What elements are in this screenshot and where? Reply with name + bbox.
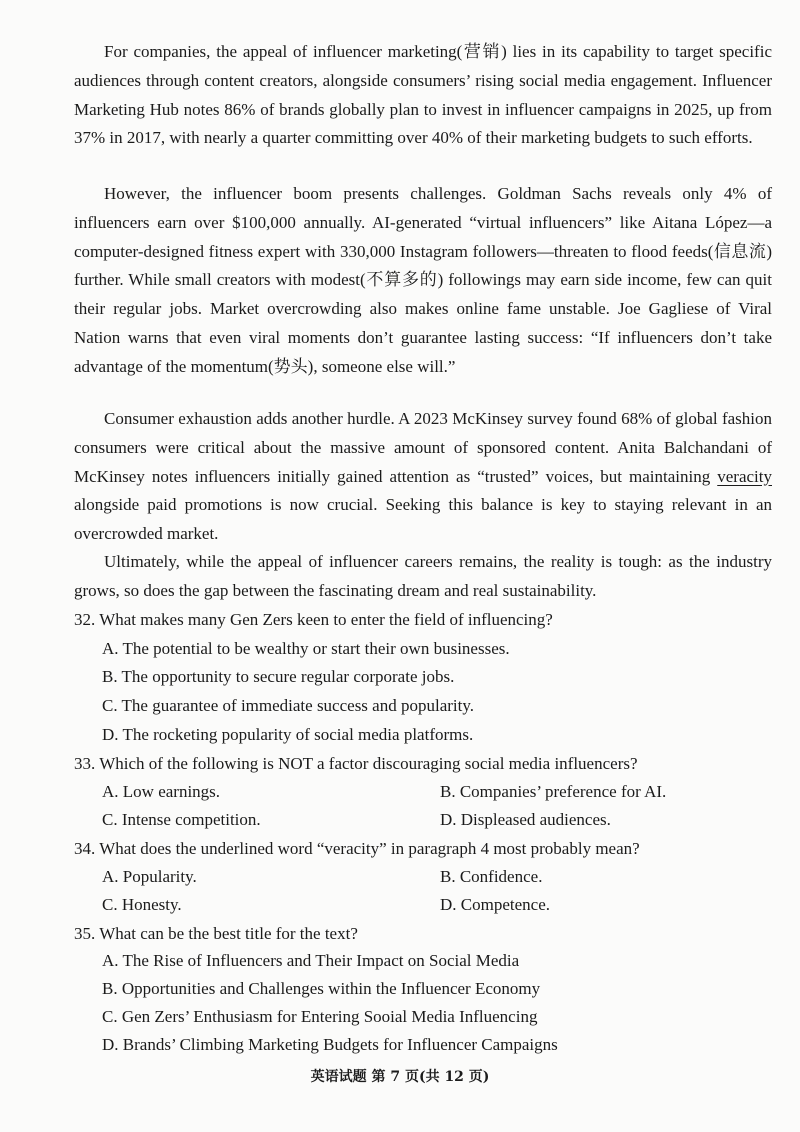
- question-32-option-c[interactable]: C. The guarantee of immediate success and popularity.: [102, 696, 474, 715]
- question-34-stem: 34. What does the underlined word “veracity” in paragraph 4 most probably mean?: [74, 839, 640, 858]
- question-33-option-d[interactable]: D. Displeased audiences.: [440, 810, 611, 829]
- underlined-word-veracity: veracity: [717, 466, 772, 486]
- question-35-option-c[interactable]: C. Gen Zers’ Enthusiasm for Entering Sooial Media Influencing: [102, 1007, 538, 1026]
- paragraph-4-text: Ultimately, while the appeal of influencer careers remains, the reality is tough: as the industry grows, so does the gap between the fascinating dream and real sustainability.: [74, 552, 772, 600]
- paragraph-2: [74, 180, 772, 382]
- paragraph-3: [74, 405, 772, 549]
- paragraph-4: [74, 548, 772, 606]
- question-35-option-a[interactable]: A. The Rise of Influencers and Their Impact on Social Media: [102, 951, 520, 970]
- paragraph-3-text-start: Consumer exhaustion adds another hurdle. A 2023 McKinsey survey found 68% of global fashion consumers were critical about the massive amount of sponsored content. Anita Balchandani of McKinsey notes influencers initially gained attention as “trusted” voices, but maintaining: [74, 409, 772, 486]
- question-32-option-d[interactable]: D. The rocketing popularity of social media platforms.: [102, 725, 474, 744]
- question-35-option-b[interactable]: B. Opportunities and Challenges within the Influencer Economy: [102, 979, 541, 998]
- question-35-option-d[interactable]: D. Brands’ Climbing Marketing Budgets for Influencer Campaigns: [102, 1035, 558, 1054]
- paragraph-3-text-end: alongside paid promotions is now crucial. Seeking this balance is key to staying relevant in an overcrowded market.: [74, 495, 772, 544]
- question-32-option-b[interactable]: B. The opportunity to secure regular corporate jobs.: [102, 667, 455, 686]
- question-34-option-b[interactable]: B. Confidence.: [440, 867, 543, 886]
- question-33-option-b[interactable]: B. Companies’ preference for AI.: [440, 782, 667, 801]
- question-33-option-c[interactable]: C. Intense competition.: [102, 810, 261, 829]
- paragraph-1-text: For companies, the appeal of influencer marketing(营销) lies in its capability to target specific audiences through content creators, alongside consumers’ rising social media engagement. Influencer Marketing Hub notes 86% of brands globally plan to invest in influencer campaigns in 2025, up from 37% in 2017, with nearly a quarter committing over 40% of their marketing budgets to such efforts.: [74, 42, 772, 148]
- question-34-option-d[interactable]: D. Competence.: [440, 895, 550, 914]
- question-34-option-a[interactable]: A. Popularity.: [102, 867, 197, 886]
- question-32-stem: 32. What makes many Gen Zers keen to enter the field of influencing?: [74, 610, 553, 629]
- question-33-option-a[interactable]: A. Low earnings.: [102, 782, 221, 801]
- question-34-option-c[interactable]: C. Honesty.: [102, 895, 182, 914]
- page-footer: 英语试题 第 7 页(共 12 页): [310, 1069, 490, 1085]
- question-35-stem: 35. What can be the best title for the text?: [74, 924, 358, 943]
- question-33-stem: 33. Which of the following is NOT a factor discouraging social media influencers?: [74, 754, 638, 773]
- paragraph-1: [74, 38, 772, 153]
- paragraph-2-text: However, the influencer boom presents challenges. Goldman Sachs reveals only 4% of influencers earn over $100,000 annually. AI-generated “virtual influencers” like Aitana López—a computer-designed fitness expert with 330,000 Instagram followers—threaten to flood feeds(信息流) further. While small creators with modest(不算多的) followings may earn side income, few can quit their regular jobs. Market overcrowding also makes online fame unstable. Joe Gagliese of Viral Nation warns that even viral moments don’t guarantee lasting success: “If influencers don’t take advantage of the momentum(势头), someone else will.”: [74, 184, 772, 376]
- question-32-option-a[interactable]: A. The potential to be wealthy or start their own businesses.: [102, 639, 510, 658]
